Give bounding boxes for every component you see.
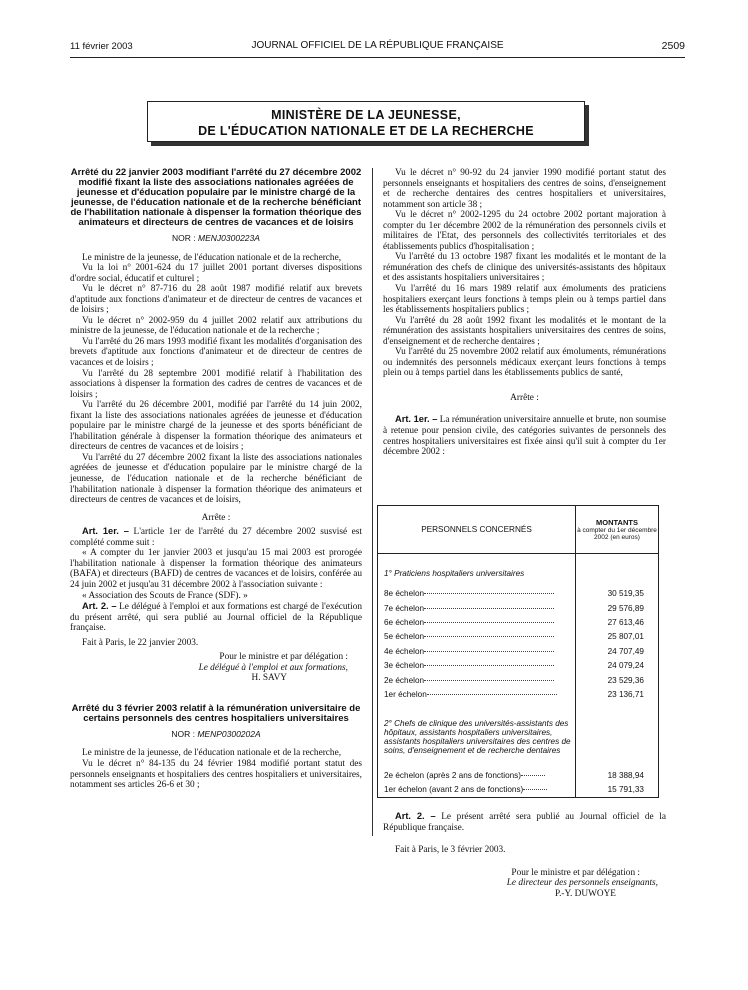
category-label: 2° Chefs de clinique des universités-assistants des hôpitaux, assistants hospitaliers universitaires, assistants hospitaliers universitaires des centres de soins, d'enseignement et de recherche dentaires: [384, 718, 571, 755]
row-label-text: 2e échelon: [384, 675, 425, 685]
art2-label: Art. 2. –: [395, 811, 436, 821]
row-value: 18 388,94: [576, 768, 659, 782]
right-column-end: [383, 811, 666, 899]
decree2-arrete: Arrête :: [510, 392, 539, 403]
row-value: 25 807,01: [576, 630, 659, 644]
leader-dots: [427, 694, 557, 695]
decree1-sig1: Pour le ministre et par délégation :: [219, 652, 348, 663]
decree2-done: Fait à Paris, le 3 février 2003.: [395, 845, 506, 856]
paragraph: Vu l'arrêté du 25 novembre 2002 relatif aux émoluments, rémunérations ou indemnités des personnels médicaux exerçant leurs fonctions à temps plein ou à temps partiel dans les établissements publics de santé,: [383, 347, 666, 379]
leader-dots: [424, 622, 554, 623]
col-montants-sub: à compter du 1er décembre 2002 (en euros): [577, 526, 657, 541]
row-label: [378, 630, 576, 644]
decree1-done: Fait à Paris, le 22 janvier 2003.: [82, 637, 199, 648]
row-value: 29 576,89: [576, 601, 659, 615]
sig2-text: Le directeur des personnels enseignants,: [506, 878, 658, 889]
row-label: [378, 768, 576, 782]
paragraph: Vu l'arrêté du 26 mars 1993 modifié fixant les modalités d'organisation des brevets d'aptitude aux fonctions d'animateur et de directeur de centres de vacances et de loisirs ;: [70, 336, 362, 369]
row-label: [378, 615, 576, 629]
col-montants-title: MONTANTS: [596, 517, 638, 527]
paragraph: Vu l'arrêté du 16 mars 1989 relatif aux émoluments des praticiens hospitaliers exerçant leurs fonctions à temps plein ou à temps partiel dans les établissements hospitaliers publics ;: [383, 284, 666, 316]
table-body: [378, 554, 659, 798]
row-value: 30 519,35: [576, 587, 659, 601]
header-divider: [70, 57, 685, 58]
paragraph: Le ministre de la jeunesse, de l'éducation nationale et de la recherche,: [82, 252, 342, 263]
paragraph: Vu l'arrêté du 26 décembre 2001, modifié par l'arrêté du 14 juin 2002, fixant la liste des associations nationales agréées de jeunesse et d'éducation populaire par le ministre chargé de la jeunesse et des sports bénéficiant de l'habilitation générale à dispenser la formation théorique des animateurs et directeurs de centres de vacances et de loisirs ;: [70, 400, 362, 453]
row-label-text: 6e échelon: [384, 618, 425, 628]
row-label-text: 1er échelon: [384, 689, 427, 699]
decree1-sig3: H. SAVY: [251, 673, 287, 684]
row-label: [378, 673, 576, 687]
row-label-text: 1er échelon (avant 2 ans de fonctions): [384, 785, 524, 795]
leader-dots: [424, 651, 554, 652]
decree2-paras-right: [383, 168, 666, 379]
row-label: [378, 601, 576, 615]
table-row: [378, 601, 659, 615]
row-value: 24 079,24: [576, 659, 659, 673]
decree1-art2: [70, 601, 362, 634]
row-value: 23 136,71: [576, 687, 659, 701]
paragraph: Vu le décret n° 2002-959 du 4 juillet 2002 relatif aux attributions du ministre de la jeunesse, de l'éducation nationale et de la recherche ;: [70, 315, 362, 337]
table-row: [378, 587, 659, 601]
page-number: 2509: [661, 40, 685, 52]
decree1-sig2: [70, 663, 362, 674]
col-montants: [576, 506, 659, 554]
art2-text: Le délégué à l'emploi et aux formations est chargé de l'exécution du présent arrêté, qui sera publié au Journal officiel de la République française.: [70, 602, 362, 634]
table-row: [378, 615, 659, 629]
decree1-paras: [70, 253, 362, 506]
paragraph: Le ministre de la jeunesse, de l'éducation nationale et de la recherche,: [82, 748, 342, 759]
paragraph: Vu l'arrêté du 28 septembre 2001 modifié relatif à l'habilitation des associations à dispenser la formation des cadres de centres de vacances et de loisirs ;: [70, 368, 362, 400]
art1-text: La rémunération universitaire annuelle et brute, non soumise à retenue pour pension civile, des catégories suivantes de personnels des centres hospitaliers universitaires est fixée ainsi qu'il suit à compter du 1er décembre 2002 :: [383, 415, 666, 458]
leader-dots: [424, 593, 554, 594]
table-header: [378, 506, 659, 554]
paragraph: Vu le décret n° 2002-1295 du 24 octobre 2002 portant majoration à compter du 1er décembre 2002 de la rémunération des personnels civils et militaires de l'Etat, des personnels des collectivités territoriales et des établissements publics d'hospitalisation ;: [383, 210, 666, 252]
leader-dots: [424, 680, 554, 681]
leader-dots: [523, 789, 547, 790]
row-label-text: 7e échelon: [384, 603, 425, 613]
row-label: [378, 644, 576, 658]
decree1-title: Arrêté du 22 janvier 2003 modifiant l'arrêté du 27 décembre 2002 modifié fixant la liste des associations nationales agréées de jeunesse et d'éducation populaire par le ministre chargé de la jeunesse, de l'éducation nationale et de la recherche bénéficiant de l'habilitation nationale à dispenser la formation théorique des animateurs et directeurs de centres de vacances et de loisirs: [70, 167, 362, 228]
decree2-sig3: P.-Y. DUWOYE: [554, 888, 616, 899]
row-label-text: 2e échelon (après 2 ans de fonctions): [384, 770, 522, 780]
row-value: 24 707,49: [576, 644, 659, 658]
category-label: 1° Praticiens hospitaliers universitaires: [384, 569, 525, 579]
table-row: [378, 630, 659, 644]
nor-code: MENJ0300223A: [198, 233, 260, 243]
decree1-arrete: Arrête :: [201, 512, 231, 523]
decree2-paras-left: [70, 748, 362, 790]
table-row: [378, 783, 659, 798]
column-divider: [372, 168, 373, 836]
row-label: [378, 659, 576, 673]
paragraph: Vu l'arrêté du 28 août 1992 fixant les modalités et le montant de la rémunération des assistants hospitaliers universitaires des centres de soins, d'enseignement et de recherche dentaires ;: [383, 315, 666, 347]
paragraph: Vu le décret n° 84-135 du 24 février 1984 modifié portant statut des personnels enseignants et hospitaliers des centres hospitaliers et universitaires, notamment ses articles 26-6 et 30 ;: [70, 758, 362, 791]
left-column: [70, 168, 362, 791]
art2-text: Le présent arrêté sera publié au Journal officiel de la République française.: [383, 812, 666, 833]
row-value: 27 613,46: [576, 615, 659, 629]
leader-dots: [424, 636, 554, 637]
ministry-line-2: DE L'ÉDUCATION NATIONALE ET DE LA RECHERCHE: [198, 124, 534, 138]
decree2-nor: [70, 729, 362, 740]
nor-label: NOR :: [171, 728, 198, 739]
table-category-row: [378, 554, 659, 587]
category-value-cell: [576, 554, 659, 587]
table-row: [378, 768, 659, 782]
page-header: [70, 40, 685, 56]
paragraph: Vu le décret n° 90-92 du 24 janvier 1990 modifié portant statut des personnels enseignants et hospitaliers des centres de soins, d'enseignement et de recherche dentaires des centres hospitaliers et universitaires, notamment son article 38 ;: [383, 168, 666, 210]
leader-dots: [521, 775, 545, 776]
table-row: [378, 644, 659, 658]
leader-dots: [424, 608, 554, 609]
decree2-sig2: [383, 878, 666, 889]
row-value: 15 791,33: [576, 783, 659, 798]
ministry-box: [147, 101, 585, 142]
row-label-text: 5e échelon: [384, 632, 425, 642]
category-value-cell: [576, 702, 659, 769]
table-row: [378, 673, 659, 687]
art1-text: L'article 1er de l'arrêté du 27 décembre 2002 susvisé est complété comme suit :: [70, 527, 362, 548]
nor-label: NOR :: [172, 233, 199, 243]
row-label-text: 3e échelon: [384, 661, 425, 671]
table-row: [378, 659, 659, 673]
decree2-title: Arrêté du 3 février 2003 relatif à la rémunération universitaire de certains personnels des centres hospitaliers universitaires: [71, 702, 361, 724]
table-row: [378, 687, 659, 701]
col-personnels: PERSONNELS CONCERNÉS: [378, 506, 576, 554]
leader-dots: [424, 665, 554, 666]
decree1-art1-assoc: « Association des Scouts de France (SDF). »: [82, 590, 248, 601]
journal-title: JOURNAL OFFICIEL DE LA RÉPUBLIQUE FRANÇAISE: [251, 40, 504, 51]
row-label: [378, 783, 576, 798]
right-column: [383, 168, 666, 458]
decree1-art1: [70, 526, 362, 548]
art1-label: Art. 1er. –: [82, 526, 129, 537]
row-label-text: 4e échelon: [384, 646, 425, 656]
nor-code: MENP0300202A: [197, 728, 261, 739]
paragraph: Vu l'arrêté du 27 décembre 2002 fixant la liste des associations nationales agréées de jeunesse et d'éducation populaire par le ministre chargé de la jeunesse, de l'éducation nationale et de la recherche bénéficiant de l'habilitation nationale à dispenser la formation théorique des animateurs et directeurs de centres de vacances et de loisirs,: [70, 452, 362, 506]
table-category-row: [378, 702, 659, 769]
decree1-art1-quote: « A compter du 1er janvier 2003 et jusqu'au 15 mai 2003 est prorogée l'habilitation nationale à dispenser la formation théorique des animateurs (BAFA) et directeurs (BAFD) de centres de vacances et de loisirs, conférée au 24 juin 2002 et jusqu'au 31 décembre 2002 à l'association suivante :: [70, 548, 362, 590]
paragraph: Vu l'arrêté du 13 octobre 1987 fixant les modalités et le montant de la rémunération des chefs de clinique des universités-assistants des hôpitaux et des assistants hospitaliers universitaires ;: [383, 252, 666, 284]
paragraph: Vu la loi n° 2001-624 du 17 juillet 2001 portant diverses dispositions d'ordre social, éducatif et culturel ;: [70, 263, 362, 284]
decree2-art2: [383, 811, 666, 833]
row-value: 23 529,36: [576, 673, 659, 687]
decree2-art1: [383, 414, 666, 457]
row-label-text: 8e échelon: [384, 589, 425, 599]
decree2-sig1: Pour le ministre et par délégation :: [511, 867, 640, 878]
remuneration-table: [377, 505, 659, 798]
decree1-nor: [70, 233, 362, 244]
header-date: 11 février 2003: [70, 41, 133, 52]
paragraph: Vu le décret n° 87-716 du 28 août 1987 modifié relatif aux brevets d'aptitude aux fonctions d'animateur et de directeur de centres de vacances et de loisirs ;: [70, 284, 362, 316]
row-label: [378, 587, 576, 601]
ministry-line-1: MINISTÈRE DE LA JEUNESSE,: [271, 108, 461, 122]
art1-label: Art. 1er. –: [395, 414, 438, 425]
art2-label: Art. 2. –: [82, 601, 117, 612]
row-label: [378, 687, 576, 701]
sig2-text: Le délégué à l'emploi et aux formations,: [198, 662, 348, 673]
